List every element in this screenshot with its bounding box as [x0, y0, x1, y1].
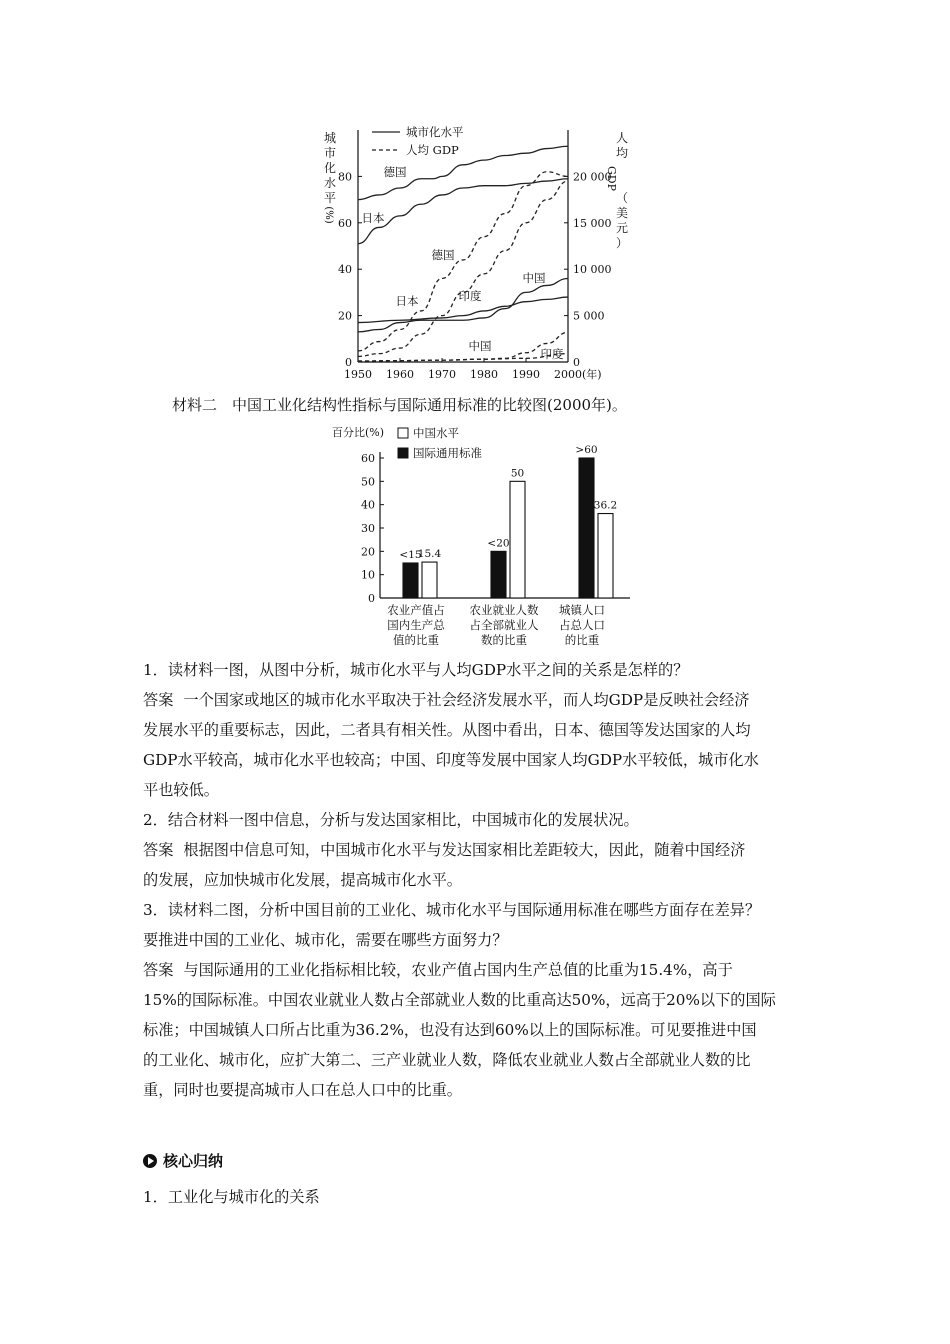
answer-line: 的发展，应加快城市化发展，提高城市化水平。 [143, 871, 462, 889]
section-heading [143, 1150, 223, 1171]
bar-y-axis-label: 百分比(%) [332, 426, 385, 439]
bar-y-tick-label: 60 [361, 452, 375, 465]
bar-y-tick-label: 0 [368, 592, 375, 605]
bar-y-tick-label: 20 [361, 545, 375, 559]
answer-line: 答案 与国际通用的工业化指标相比较，农业产值占国内生产总值的比重为15.4%，高于 [143, 961, 733, 979]
x-tick-label: 1950 [344, 368, 372, 381]
gdp-line-日本 [358, 181, 568, 356]
question-2 [143, 805, 823, 835]
left-axis-label [323, 131, 336, 224]
bar-category-label: 占总人口 [559, 618, 605, 632]
x-tick-label: 1980 [470, 368, 498, 381]
left-tick-label: 0 [345, 356, 352, 369]
answer-line: 重，同时也要提高城市人口在总人口中的比重。 [143, 1081, 462, 1099]
question-line: 3．读材料二图，分析中国目前的工业化、城市化水平与国际通用标准在哪些方面存在差异？ [143, 901, 761, 919]
right-axis-label-char: ） [615, 236, 629, 250]
legend-label: 城市化水平 [406, 125, 464, 139]
bar-category-label: 数的比重 [481, 633, 527, 647]
series-label: 印度 [458, 289, 482, 303]
left-tick-label: 80 [338, 170, 352, 184]
left-axis-label-char: 城 [323, 131, 337, 145]
bar-chart-bars [387, 444, 617, 647]
series-label: 中国 [468, 339, 492, 353]
industrialization-bar-chart [320, 418, 640, 658]
question-line: 2．结合材料一图中信息，分析与发达国家相比，中国城市化的发展状况。 [143, 811, 639, 829]
bar-legend-label: 国际通用标准 [413, 446, 482, 460]
answer-line: 答案 根据图中信息可知，中国城市化水平与发达国家相比差距较大，因此，随着中国经济 [143, 841, 746, 859]
bar [403, 563, 418, 598]
bar-category-label: 国内生产总 [387, 618, 445, 632]
answer-label: 答案 [143, 841, 174, 859]
series-label: 印度 [540, 347, 564, 361]
left-axis-label-char: 化 [323, 161, 337, 175]
bar-value-label: 50 [510, 467, 525, 480]
left-tick-label: 20 [338, 309, 352, 323]
series-label: 日本 [361, 211, 385, 225]
urban-line-中国 [358, 278, 568, 331]
right-axis-label-char: 元 [615, 221, 629, 235]
bar-legend-swatch [398, 428, 408, 438]
right-axis-label-char: 美 [615, 206, 629, 220]
bar-category-label: 农业就业人数 [469, 603, 539, 617]
bar-y-tick-label: 40 [361, 498, 375, 512]
answer-line: GDP水平较高，城市化水平也较高；中国、印度等发展中国家人均GDP水平较低，城市化水 [143, 751, 759, 769]
answer-line: 的工业化、城市化，应扩大第二、三产业就业人数，降低农业就业人数占全部就业人数的比 [143, 1051, 751, 1069]
bar-value-label: 36.2 [593, 499, 618, 512]
answer-2 [143, 835, 823, 895]
left-axis-unit: (%) [323, 206, 334, 224]
answer-label: 答案 [143, 691, 174, 709]
bar-value-label: 15.4 [417, 548, 442, 561]
left-axis-label-char: 市 [323, 146, 337, 160]
answer-line: 发展水平的重要标志，因此，二者具有相关性。从图中看出，日本、德国等发达国家的人均 [143, 721, 751, 739]
bar [422, 562, 437, 598]
bar-legend-swatch [398, 448, 408, 458]
series-label: 中国 [522, 271, 546, 285]
question-line: 1．读材料一图，从图中分析，城市化水平与人均GDP水平之间的关系是怎样的？ [143, 661, 689, 679]
bar-category-label: 城镇人口 [559, 603, 605, 617]
x-tick-label: 1970 [428, 368, 456, 381]
chart-legend [372, 125, 464, 157]
left-tick-label: 40 [338, 263, 352, 277]
question-1 [143, 655, 823, 685]
right-axis-label-char: （ [615, 191, 629, 205]
bar [491, 551, 506, 598]
gdp-line-德国 [358, 172, 568, 351]
right-axis-label-char: GDP [605, 166, 618, 192]
right-tick-label: 15 000 [573, 216, 612, 230]
legend-label: 人均 GDP [406, 143, 459, 157]
x-tick-label: 1990 [512, 368, 540, 381]
chart-series-labels [362, 165, 564, 361]
right-axis-label [605, 131, 628, 250]
bar-chart-legend [398, 426, 482, 460]
gdp-line-印度 [358, 332, 568, 361]
answer-line: 答案 一个国家或地区的城市化水平取决于社会经济发展水平，而人均GDP是反映社会经济 [143, 691, 750, 709]
answer-3 [143, 955, 823, 1105]
answer-label: 答案 [143, 961, 174, 979]
bar [510, 481, 525, 598]
bar-value-label: <15 [399, 549, 422, 561]
right-tick-label: 10 000 [573, 263, 612, 277]
left-axis-label-char: 水 [323, 176, 337, 190]
item-1: 1．工业化与城市化的关系 [143, 1188, 320, 1206]
answer-line: 平也较低。 [143, 781, 219, 799]
bar-y-tick-label: 30 [361, 522, 375, 535]
bar-legend-label: 中国水平 [413, 426, 459, 440]
left-axis-label-char: 平 [323, 191, 337, 205]
series-label: 日本 [395, 294, 419, 308]
bar-category-label: 的比重 [564, 633, 600, 647]
play-circle-icon [143, 1154, 157, 1168]
series-label: 德国 [431, 248, 455, 262]
question-line: 要推进中国的工业化、城市化，需要在哪些方面努力？ [143, 931, 508, 949]
question-block [143, 655, 823, 1105]
right-axis-label-char: 均 [615, 146, 629, 160]
series-label: 德国 [383, 165, 407, 179]
bar [598, 514, 613, 598]
bar-value-label: >60 [575, 444, 598, 456]
bar-category-label: 占全部就业人 [469, 618, 539, 632]
caption-material-2: 材料二 中国工业化结构性指标与国际通用标准的比较图(2000年)。 [172, 396, 627, 414]
answer-1 [143, 685, 823, 805]
left-tick-label: 60 [338, 216, 352, 230]
bar-y-tick-label: 10 [361, 568, 375, 582]
answer-line: 标准；中国城镇人口所占比重为36.2%，也没有达到60%以上的国际标准。可见要推进中国 [143, 1021, 757, 1039]
right-tick-label: 5 000 [573, 309, 605, 323]
right-axis-label-char: 人 [615, 131, 629, 145]
answer-line: 15%的国际标准。中国农业就业人数占全部就业人数的比重高达50%，远高于20%以下的国际 [143, 991, 776, 1009]
bar-value-label: <20 [487, 537, 510, 550]
bar-y-tick-label: 50 [361, 475, 375, 489]
right-tick-label: 20 000 [573, 170, 612, 184]
bar-category-label: 农业产值占 [387, 603, 445, 617]
question-3 [143, 895, 823, 955]
urbanization-gdp-chart [300, 118, 660, 388]
section-heading-text: 核心归纳 [163, 1152, 224, 1170]
bar [579, 458, 594, 598]
x-tick-label: 2000(年) [554, 368, 602, 381]
bar-category-label: 值的比重 [393, 633, 439, 647]
x-tick-label: 1960 [386, 368, 414, 381]
right-tick-label: 0 [573, 356, 580, 369]
